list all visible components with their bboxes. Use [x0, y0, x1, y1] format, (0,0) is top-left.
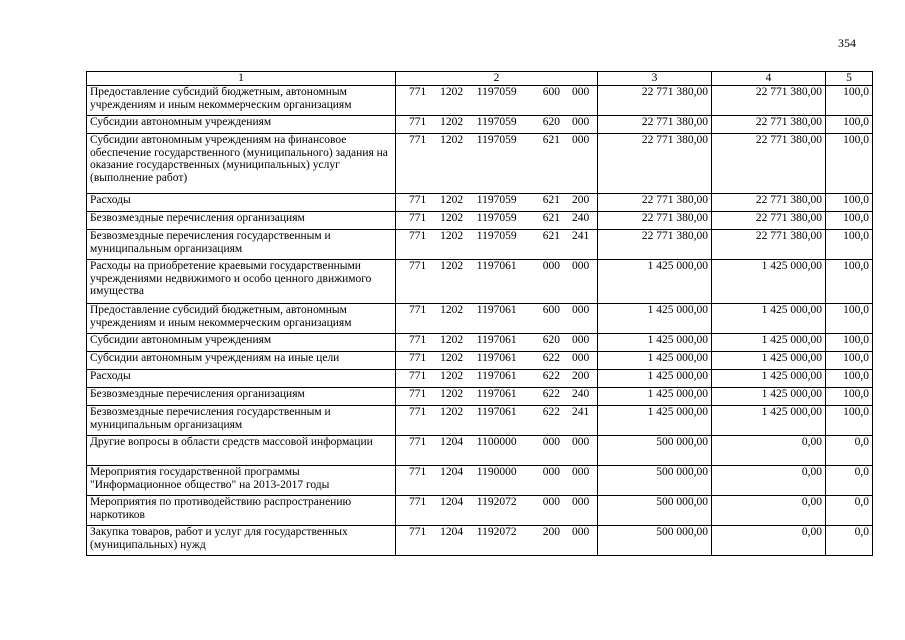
row-code: [396, 370, 598, 388]
value-col-4: 1 425 000,00: [712, 352, 826, 370]
value-col-4: 1 425 000,00: [712, 260, 826, 304]
value-col-3: 1 425 000,00: [598, 406, 712, 436]
value-col-4: 22 771 380,00: [712, 86, 826, 116]
row-code: [396, 334, 598, 352]
code-part: 1202: [440, 406, 464, 418]
row-code: [396, 304, 598, 334]
code-part: 771: [409, 466, 427, 478]
code-part: 1192072: [476, 496, 517, 508]
code-part: 1202: [440, 212, 464, 224]
row-name: Мероприятия по противодействию распространению наркотиков: [87, 496, 396, 526]
value-col-3: 22 771 380,00: [598, 212, 712, 230]
code-part: 1202: [440, 334, 464, 346]
code-part: 1202: [440, 304, 464, 316]
code-part: 771: [409, 230, 427, 242]
row-name: Предоставление субсидий бюджетным, автономным учреждениям и иным некоммерческим организациям: [87, 86, 396, 116]
code-part: 200: [572, 194, 590, 206]
value-col-4: 22 771 380,00: [712, 134, 826, 194]
table-row: [87, 388, 873, 406]
value-col-3: 22 771 380,00: [598, 134, 712, 194]
table-row: [87, 526, 873, 556]
code-part: 1202: [440, 86, 464, 98]
row-name: Безвозмездные перечисления государственным и муниципальным организациям: [87, 230, 396, 260]
value-col-3: 22 771 380,00: [598, 230, 712, 260]
header-row: [87, 72, 873, 86]
table-row: [87, 116, 873, 134]
table-row: [87, 212, 873, 230]
value-col-4: 0,00: [712, 466, 826, 496]
row-name: Субсидии автономным учреждениям на финансовое обеспечение государственного (муниципального) задания на оказание государственных (муниципальных) услуг (выполнение работ): [87, 134, 396, 194]
row-name: Расходы: [87, 370, 396, 388]
row-code: [396, 526, 598, 556]
value-col-5: 100,0: [826, 116, 873, 134]
row-code: [396, 116, 598, 134]
value-col-3: 1 425 000,00: [598, 370, 712, 388]
code-part: 1197061: [476, 388, 517, 400]
value-col-4: 0,00: [712, 436, 826, 466]
code-part: 000: [572, 352, 590, 364]
value-col-5: 100,0: [826, 304, 873, 334]
value-col-4: 1 425 000,00: [712, 334, 826, 352]
code-part: 1202: [440, 260, 464, 272]
code-part: 000: [572, 116, 590, 128]
code-part: 1197059: [476, 134, 517, 146]
table-row: [87, 134, 873, 194]
code-part: 771: [409, 406, 427, 418]
code-part: 1100000: [476, 436, 517, 448]
code-part: 1204: [440, 496, 464, 508]
row-code: [396, 388, 598, 406]
code-part: 620: [542, 334, 560, 346]
value-col-5: 100,0: [826, 406, 873, 436]
header-col-4: 4: [712, 72, 826, 86]
code-part: 1197059: [476, 212, 517, 224]
table-row: [87, 260, 873, 304]
code-part: 621: [542, 230, 560, 242]
code-part: 771: [409, 388, 427, 400]
code-part: 1202: [440, 116, 464, 128]
code-part: 621: [542, 212, 560, 224]
code-part: 771: [409, 260, 427, 272]
row-name: Закупка товаров, работ и услуг для государственных (муниципальных) нужд: [87, 526, 396, 556]
code-part: 000: [542, 436, 560, 448]
value-col-5: 0,0: [826, 496, 873, 526]
value-col-3: 1 425 000,00: [598, 304, 712, 334]
code-part: 000: [572, 134, 590, 146]
row-code: [396, 406, 598, 436]
row-name: Мероприятия государственной программы "Информационное общество" на 2013-2017 годы: [87, 466, 396, 496]
code-part: 000: [572, 526, 590, 538]
row-name: Безвозмездные перечисления государственным и муниципальным организациям: [87, 406, 396, 436]
value-col-5: 100,0: [826, 212, 873, 230]
code-part: 1204: [440, 526, 464, 538]
row-code: [396, 260, 598, 304]
row-code: [396, 212, 598, 230]
value-col-3: 1 425 000,00: [598, 260, 712, 304]
value-col-3: 500 000,00: [598, 526, 712, 556]
table-row: [87, 334, 873, 352]
code-part: 1202: [440, 352, 464, 364]
page-number: 354: [838, 36, 856, 50]
code-part: 000: [542, 466, 560, 478]
code-part: 1197061: [476, 304, 517, 316]
value-col-4: 22 771 380,00: [712, 194, 826, 212]
value-col-3: 1 425 000,00: [598, 352, 712, 370]
header-col-5: 5: [826, 72, 873, 86]
value-col-5: 100,0: [826, 86, 873, 116]
row-code: [396, 352, 598, 370]
row-code: [396, 466, 598, 496]
code-part: 771: [409, 436, 427, 448]
code-part: 1197059: [476, 194, 517, 206]
value-col-4: 22 771 380,00: [712, 116, 826, 134]
code-part: 1197061: [476, 406, 517, 418]
code-part: 600: [542, 86, 560, 98]
row-name: Субсидии автономным учреждениям на иные цели: [87, 352, 396, 370]
table-row: [87, 370, 873, 388]
code-part: 000: [542, 496, 560, 508]
code-part: 1197061: [476, 370, 517, 382]
value-col-3: 22 771 380,00: [598, 86, 712, 116]
code-part: 621: [542, 134, 560, 146]
row-code: [396, 86, 598, 116]
table-row: [87, 86, 873, 116]
value-col-4: 0,00: [712, 526, 826, 556]
value-col-5: 100,0: [826, 230, 873, 260]
code-part: 1202: [440, 134, 464, 146]
code-part: 240: [572, 388, 590, 400]
code-part: 771: [409, 370, 427, 382]
value-col-3: 22 771 380,00: [598, 194, 712, 212]
row-name: Расходы на приобретение краевыми государственными учреждениями недвижимого и особо ценного движимого имущества: [87, 260, 396, 304]
row-code: [396, 194, 598, 212]
code-part: 771: [409, 334, 427, 346]
value-col-3: 500 000,00: [598, 466, 712, 496]
code-part: 000: [572, 496, 590, 508]
code-part: 000: [572, 466, 590, 478]
code-part: 1204: [440, 466, 464, 478]
table-row: [87, 352, 873, 370]
table-header: [87, 72, 873, 86]
code-part: 1192072: [476, 526, 517, 538]
code-part: 000: [572, 304, 590, 316]
value-col-5: 0,0: [826, 466, 873, 496]
value-col-5: 100,0: [826, 334, 873, 352]
table-row: [87, 466, 873, 496]
header-col-1: 1: [87, 72, 396, 86]
row-name: Безвозмездные перечисления организациям: [87, 212, 396, 230]
code-part: 771: [409, 212, 427, 224]
row-name: Другие вопросы в области средств массовой информации: [87, 436, 396, 466]
code-part: 771: [409, 526, 427, 538]
code-part: 1202: [440, 370, 464, 382]
code-part: 621: [542, 194, 560, 206]
code-part: 1197059: [476, 230, 517, 242]
table-row: [87, 406, 873, 436]
code-part: 200: [542, 526, 560, 538]
code-part: 600: [542, 304, 560, 316]
row-name: Расходы: [87, 194, 396, 212]
code-part: 1202: [440, 194, 464, 206]
code-part: 771: [409, 86, 427, 98]
row-name: Безвозмездные перечисления организациям: [87, 388, 396, 406]
code-part: 620: [542, 116, 560, 128]
value-col-5: 100,0: [826, 352, 873, 370]
code-part: 000: [572, 436, 590, 448]
value-col-5: 100,0: [826, 370, 873, 388]
value-col-4: 1 425 000,00: [712, 304, 826, 334]
code-part: 622: [542, 370, 560, 382]
row-code: [396, 230, 598, 260]
value-col-4: 1 425 000,00: [712, 370, 826, 388]
code-part: 771: [409, 116, 427, 128]
code-part: 1197059: [476, 86, 517, 98]
value-col-5: 100,0: [826, 134, 873, 194]
table-body: [87, 86, 873, 556]
header-col-2: 2: [396, 72, 598, 86]
code-part: 771: [409, 194, 427, 206]
code-part: 240: [572, 212, 590, 224]
header-col-3: 3: [598, 72, 712, 86]
code-part: 1197059: [476, 116, 517, 128]
value-col-5: 0,0: [826, 436, 873, 466]
code-part: 1202: [440, 388, 464, 400]
value-col-4: 1 425 000,00: [712, 406, 826, 436]
code-part: 622: [542, 352, 560, 364]
table-row: [87, 230, 873, 260]
table-row: [87, 496, 873, 526]
code-part: 622: [542, 406, 560, 418]
code-part: 000: [572, 260, 590, 272]
code-part: 241: [572, 230, 590, 242]
row-code: [396, 134, 598, 194]
code-part: 771: [409, 352, 427, 364]
code-part: 000: [572, 334, 590, 346]
table-row: [87, 304, 873, 334]
row-name: Субсидии автономным учреждениям: [87, 116, 396, 134]
value-col-3: 500 000,00: [598, 496, 712, 526]
value-col-5: 100,0: [826, 388, 873, 406]
row-name: Субсидии автономным учреждениям: [87, 334, 396, 352]
code-part: 1202: [440, 230, 464, 242]
code-part: 1197061: [476, 260, 517, 272]
budget-table: [86, 71, 873, 556]
code-part: 1204: [440, 436, 464, 448]
value-col-3: 1 425 000,00: [598, 388, 712, 406]
table-row: [87, 194, 873, 212]
table-row: [87, 436, 873, 466]
code-part: 241: [572, 406, 590, 418]
value-col-4: 0,00: [712, 496, 826, 526]
code-part: 771: [409, 304, 427, 316]
value-col-3: 500 000,00: [598, 436, 712, 466]
code-part: 1190000: [476, 466, 517, 478]
value-col-3: 22 771 380,00: [598, 116, 712, 134]
value-col-5: 0,0: [826, 526, 873, 556]
code-part: 771: [409, 496, 427, 508]
value-col-4: 22 771 380,00: [712, 212, 826, 230]
code-part: 1197061: [476, 334, 517, 346]
value-col-5: 100,0: [826, 260, 873, 304]
value-col-3: 1 425 000,00: [598, 334, 712, 352]
code-part: 000: [542, 260, 560, 272]
code-part: 000: [572, 86, 590, 98]
value-col-5: 100,0: [826, 194, 873, 212]
code-part: 200: [572, 370, 590, 382]
row-code: [396, 436, 598, 466]
code-part: 622: [542, 388, 560, 400]
row-code: [396, 496, 598, 526]
code-part: 771: [409, 134, 427, 146]
value-col-4: 22 771 380,00: [712, 230, 826, 260]
value-col-4: 1 425 000,00: [712, 388, 826, 406]
row-name: Предоставление субсидий бюджетным, автономным учреждениям и иным некоммерческим организациям: [87, 304, 396, 334]
code-part: 1197061: [476, 352, 517, 364]
